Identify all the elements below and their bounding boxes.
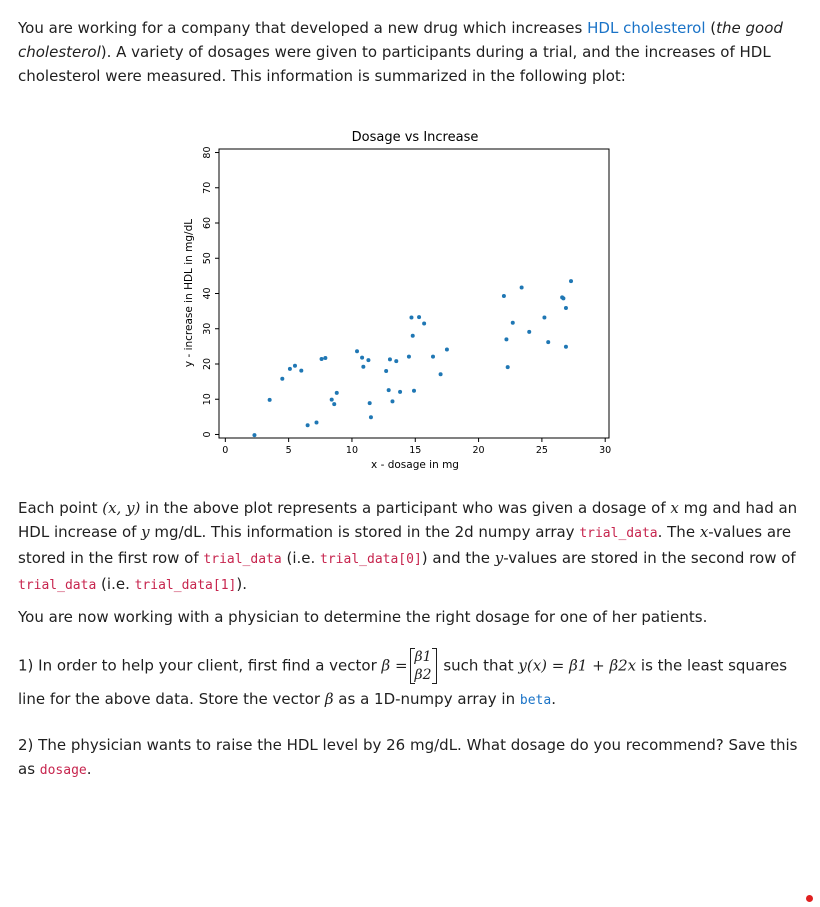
y-tick-label: 0	[202, 431, 213, 438]
data-point	[323, 356, 327, 360]
beta-vector: β1 β2	[410, 648, 437, 684]
code-trial-data: trial_data	[203, 552, 282, 567]
code-trial-data: trial_data	[18, 578, 97, 593]
data-point	[569, 279, 573, 283]
data-point	[502, 294, 506, 298]
data-point	[439, 372, 443, 376]
data-point	[387, 388, 391, 392]
data-point	[504, 337, 508, 341]
x-axis-ticks	[222, 438, 611, 456]
y-tick-label: 20	[202, 357, 213, 371]
data-point	[409, 315, 413, 319]
plot-frame	[219, 149, 609, 438]
data-point	[527, 330, 531, 334]
data-point	[506, 365, 510, 369]
x-tick-label: 0	[222, 445, 229, 456]
y-axis-label: y - increase in HDL in mg/dL	[183, 218, 195, 368]
data-points	[252, 279, 573, 437]
data-point	[546, 340, 550, 344]
data-point	[561, 296, 565, 300]
data-point	[332, 402, 336, 406]
data-point	[417, 315, 421, 319]
x-tick-label: 30	[599, 445, 612, 456]
data-point	[355, 349, 359, 353]
data-point	[288, 367, 292, 371]
y-axis-ticks	[202, 146, 219, 437]
x-tick-label: 5	[285, 445, 292, 456]
y-tick-label: 70	[202, 181, 213, 194]
hdl-link[interactable]: HDL cholesterol	[587, 19, 706, 37]
data-point	[511, 321, 515, 325]
data-point	[315, 420, 319, 424]
data-description: Each point (x, y) in the above plot represents a participant who was given a dosage of x mg and had an HDL increase of y mg/dL. This information is stored in the 2d numpy array trial_data. The x-values are stored in the first row of trial_data (i.e. trial_data[0]) and the y-values are stored in the second row of trial_data (i.e. trial_data[1]).	[18, 499, 798, 593]
data-point	[330, 398, 334, 402]
y-tick-label: 80	[202, 146, 213, 159]
data-point	[411, 334, 415, 338]
data-point	[412, 389, 416, 393]
data-point	[398, 390, 402, 394]
data-point	[431, 355, 435, 359]
data-point	[564, 306, 568, 310]
code-beta: beta	[519, 693, 552, 708]
x-axis-label: x - dosage in mg	[371, 459, 459, 471]
y-tick-label: 40	[202, 287, 213, 300]
data-point	[335, 391, 339, 395]
scatter-chart	[165, 120, 635, 475]
x-tick-label: 15	[409, 445, 422, 456]
data-point	[394, 359, 398, 363]
physician-context: You are now working with a physician to determine the right dosage for one of her patients.	[18, 608, 708, 626]
x-tick-label: 10	[345, 445, 359, 456]
data-point	[422, 321, 426, 325]
data-point	[252, 433, 256, 437]
data-point	[369, 415, 373, 419]
question-1: 1) In order to help your client, first find a vector β = β1 β2 such that y(x) = β1 + β2x is the least squares line for the above data. Store the vector β as a 1D-numpy array in beta.	[18, 649, 788, 708]
x-tick-label: 20	[472, 445, 485, 456]
data-point	[293, 364, 297, 368]
y-tick-label: 10	[202, 393, 213, 406]
data-point	[384, 369, 388, 373]
data-point	[306, 423, 310, 427]
intro-paragraph: You are working for a company that developed a new drug which increases HDL cholesterol (the good cholesterol). A variety of dosages were given to participants during a trial, and the increases of HDL cholesterol were measured. This information is summarized in the following plot:	[18, 19, 783, 85]
question-2: 2) The physician wants to raise the HDL level by 26 mg/dL. What dosage do you recommend? Save this as dosage.	[18, 736, 798, 778]
data-point	[390, 399, 394, 403]
data-point	[445, 348, 449, 352]
data-point	[520, 286, 524, 290]
data-point	[280, 377, 284, 381]
data-point	[407, 355, 411, 359]
y-tick-label: 30	[202, 322, 213, 335]
code-trial-data-0: trial_data[0]	[320, 552, 422, 567]
y-tick-label: 60	[202, 216, 213, 230]
data-point	[361, 365, 365, 369]
data-point	[368, 401, 372, 405]
data-point	[366, 358, 370, 362]
data-point	[360, 356, 364, 360]
data-point	[564, 345, 568, 349]
x-tick-label: 25	[535, 445, 548, 456]
y-tick-label: 50	[202, 252, 213, 265]
data-point	[268, 398, 272, 402]
data-point	[388, 357, 392, 361]
data-point	[542, 315, 546, 319]
code-dosage: dosage	[39, 763, 87, 778]
red-dot	[806, 895, 813, 902]
data-point	[320, 357, 324, 361]
data-point	[299, 369, 303, 373]
code-trial-data-1: trial_data[1]	[134, 578, 237, 593]
code-trial-data: trial_data	[579, 526, 658, 541]
chart-title: Dosage vs Increase	[351, 130, 479, 145]
